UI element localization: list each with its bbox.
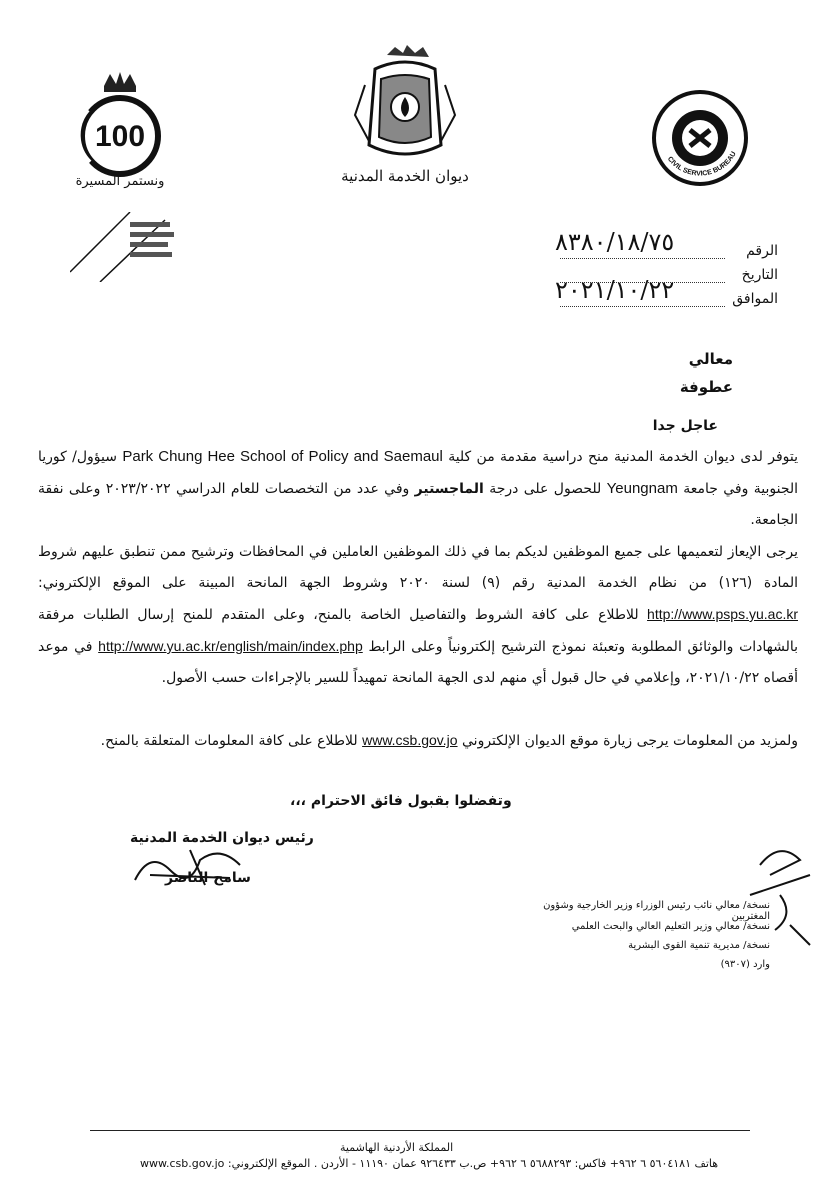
- royal-crest: [341, 45, 469, 195]
- footer-divider: [90, 1130, 750, 1131]
- footer-country: المملكة الأردنية الهاشمية: [340, 1141, 454, 1154]
- bureau-name-caption: ديوان الخدمة المدنية: [341, 167, 469, 185]
- civil-service-seal-icon: [650, 88, 750, 188]
- footer-contact: www.csb.gov.jo :هاتف ٥٦٠٤١٨١ ٦ ٩٦٢+ فاكس: ٥٦٨٨٢٩٣ ٦ ٩٦٢+ ص.ب ٩٢٦٤٣٣ عمان ١١١٩٠ - الأردن . الموقع الإلكتروني: [140, 1157, 719, 1170]
- body-paragraph-3: [38, 725, 798, 757]
- cc-item-4: وارد (٩٣٠٧): [720, 959, 770, 970]
- p2-text-b: للاطلاع على كافة الشروط والتفاصيل الخاصة بالمنح، وعلى المتقدم للمنح إرسال الطلبات مرفقة بالشهادات والوثائق المطلوبة وتعبئة نموذج الترشيح إلكترونياً وعلى الرابط: [38, 607, 799, 655]
- ref-date-label: التاريخ: [741, 267, 778, 283]
- p1-text-d: وفي عدد من التخصصات للعام الدراسي ٢٠٢٣/٢٠٢٢ وعلى نفقة الجامعة.: [38, 481, 798, 528]
- psps-link[interactable]: http://www.psps.yu.ac.kr: [647, 606, 798, 622]
- addressee-line1: معالي: [688, 350, 733, 368]
- stamp-mark-icon: [70, 212, 190, 282]
- p1-text-b: سيؤول/ كوريا الجنوبية وفي جامعة: [38, 449, 799, 497]
- p2-text-c: في موعد أقصاه ٢٠٢١/١٠/٢٢، وإعلامي في حال قبول أي منهم لدى الجهة المانحة تمهيداً للسير بالإجراءات حسب الأصول.: [38, 639, 798, 686]
- p1-text-c: للحصول على درجة: [489, 481, 602, 497]
- cc-item-1: نسخة/ معالي نائب رئيس الوزراء وزير الخارجية وشؤون المغتربين: [543, 900, 770, 922]
- ref-number-line: [560, 258, 725, 259]
- csb-website-link[interactable]: www.csb.gov.jo: [362, 732, 458, 748]
- centennial-emblem: [70, 70, 170, 200]
- p3-text-a: ولمزيد من المعلومات يرجى زيارة موقع الديوان الإلكتروني: [462, 733, 798, 749]
- centennial-number: 100: [94, 120, 146, 153]
- p1-text-a: يتوفر لدى ديوان الخدمة المدنية منح دراسية مقدمة من كلية: [448, 449, 799, 465]
- p3-text-b: للاطلاع على كافة المعلومات المتعلقة بالمنح.: [100, 733, 358, 749]
- ref-gregorian-value: ٢٠٢١/١٠/٢٢: [555, 276, 675, 304]
- handwritten-annotation: [740, 835, 820, 955]
- signature-name: سامح الناصر: [165, 870, 251, 886]
- p1-school-name: Park Chung Hee School of Policy and Saemaul: [122, 448, 443, 465]
- centennial-caption: ونستمر المسيرة: [75, 174, 165, 189]
- urgent-label: عاجل جدا: [652, 418, 718, 434]
- signature-title: رئيس ديوان الخدمة المدنية: [130, 830, 314, 846]
- cc-item-2: نسخة/ معالي وزير التعليم العالي والبحث العلمي: [571, 921, 770, 932]
- addressee-line2: عطوفة: [679, 378, 733, 396]
- ref-number-label: الرقم: [746, 243, 778, 259]
- ref-gregorian-label: الموافق: [732, 291, 778, 307]
- cc-item-3: نسخة/ مديرية تنمية القوى البشرية: [628, 940, 770, 951]
- civil-service-seal: [650, 88, 750, 188]
- p1-university: Yeungnam: [606, 480, 678, 497]
- closing-line: وتفضلوا بقبول فائق الاحترام ،،،: [290, 793, 512, 809]
- body-paragraph-2: [38, 537, 798, 694]
- ref-gregorian-line: [560, 306, 725, 307]
- body-paragraph-1: [38, 441, 798, 536]
- crown-crest-icon: [345, 45, 465, 165]
- centennial-crown-icon: [70, 70, 170, 180]
- yu-english-link[interactable]: http://www.yu.ac.kr/english/main/index.php: [98, 638, 363, 654]
- p1-degree: الماجستير: [414, 481, 484, 497]
- ref-number-value: ٨٣٨٠/١٨/٧٥: [555, 228, 675, 256]
- p2-text-a: يرجى الإيعاز لتعميمها على جميع الموظفين لديكم بما في ذلك الموظفين العاملين في المحافظات وترشيح ممن تنطبق عليهم شروط المادة (١٢٦) من نظام الخدمة المدنية رقم (٩) لسنة ٢٠٢٠ وشروط الجهة المانحة المبينة على الموقع الإلكتروني:: [38, 544, 798, 591]
- decorative-stamp: [70, 212, 190, 282]
- seal-text: CIVIL SERVICE BUREAU: [665, 150, 738, 178]
